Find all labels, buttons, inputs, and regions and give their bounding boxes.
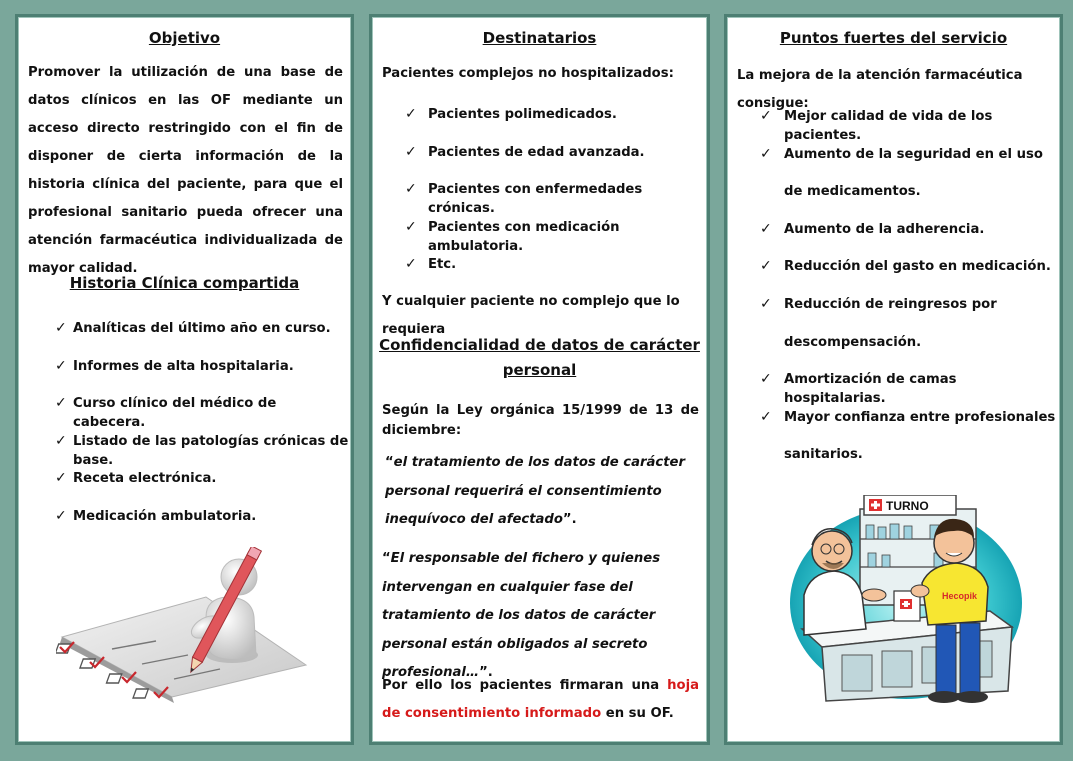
final-text-pre: Por ello los pacientes firmaran una	[382, 678, 660, 693]
check-icon: ✓	[55, 357, 67, 374]
panel-strengths	[724, 14, 1063, 745]
list-item-label: Listado de las patologías crónicas de base.	[73, 433, 349, 468]
strengths-intro: La mejora de la atención farmacéutica consigue:	[737, 68, 1023, 111]
quote-open-mark: “	[385, 455, 394, 470]
check-icon: ✓	[405, 106, 417, 122]
panel-recipients	[369, 14, 710, 745]
check-icon: ✓	[760, 145, 772, 162]
list-item	[405, 180, 705, 218]
quote-consent-text: el tratamiento de los datos de carácter personal requerirá el consentimiento inequívoco del afectado	[385, 455, 685, 527]
list-item-label: Receta electrónica.	[73, 471, 217, 486]
check-icon: ✓	[55, 432, 67, 449]
list-item-label: Analíticas del último año en curso.	[73, 321, 331, 336]
recipients-list	[405, 105, 705, 293]
check-icon: ✓	[55, 320, 67, 336]
consent-form-highlight: hoja de consentimiento informado	[382, 678, 700, 721]
list-item	[405, 143, 705, 181]
list-item	[55, 432, 353, 470]
check-icon: ✓	[760, 408, 772, 425]
shirt-logo: Hecopik	[942, 591, 978, 601]
list-item-label: Mayor confianza entre profesionales sanitarios.	[784, 409, 1056, 463]
list-item	[55, 394, 353, 432]
check-icon: ✓	[55, 507, 67, 524]
quote-open-mark: “	[382, 551, 391, 566]
final-text	[382, 672, 699, 728]
quote-consent	[382, 449, 704, 535]
list-item-label: Medicación ambulatoria.	[73, 508, 257, 524]
list-item-label: Aumento de la seguridad en el uso de medicamentos.	[784, 146, 1043, 200]
list-item	[405, 105, 705, 143]
check-icon: ✓	[55, 470, 67, 486]
list-item	[55, 469, 353, 507]
checklist-illustration	[56, 547, 312, 707]
privacy-title	[372, 333, 707, 383]
privacy-title-line1: Confidencialidad de datos de carácter	[379, 336, 700, 354]
list-item	[55, 357, 353, 395]
check-icon: ✓	[760, 108, 772, 124]
recipients-outro: Y cualquier paciente no complejo que lo requiera	[382, 294, 680, 337]
list-item-label: Amortización de camas hospitalarias.	[784, 372, 957, 407]
list-item-label: Etc.	[428, 257, 457, 273]
quote-secrecy-text: El responsable del fichero y quienes intervengan en cualquier fase del tratamiento de los datos de carácter personal están obligados al secreto profesional…	[382, 551, 661, 680]
recipients-title: Destinatarios	[482, 29, 597, 47]
privacy-title-line2: personal	[502, 361, 577, 379]
list-item-label: Pacientes con enfermedades crónicas.	[428, 182, 643, 217]
quote-close-mark: ”.	[479, 665, 493, 680]
list-item	[760, 220, 1060, 258]
strengths-title: Puntos fuertes del servicio	[779, 29, 1008, 47]
recipients-intro: Pacientes complejos no hospitalizados:	[382, 66, 674, 81]
check-icon: ✓	[760, 220, 772, 237]
turno-sign: TURNO	[886, 499, 929, 513]
final-text-post: en su OF.	[605, 706, 674, 721]
history-list	[55, 319, 353, 544]
check-icon: ✓	[405, 143, 417, 160]
list-item	[760, 399, 1060, 474]
check-icon: ✓	[405, 256, 417, 273]
list-item-label: Curso clínico del médico de cabecera.	[73, 396, 277, 430]
check-icon: ✓	[760, 258, 772, 275]
pharmacy-illustration	[782, 495, 1022, 707]
list-item-label: Pacientes polimedicados.	[428, 107, 617, 122]
check-icon: ✓	[55, 395, 67, 411]
quote-close-mark: ”.	[562, 512, 577, 527]
check-icon: ✓	[405, 181, 417, 198]
list-item	[55, 319, 353, 357]
check-icon: ✓	[760, 295, 772, 312]
list-item-label: Informes de alta hospitalaria.	[73, 358, 294, 374]
strengths-list	[760, 107, 1060, 474]
list-item-label: Pacientes de edad avanzada.	[428, 144, 645, 160]
list-item-label: Mejor calidad de vida de los pacientes.	[784, 109, 993, 143]
history-title: Historia Clínica compartida	[69, 274, 300, 292]
list-item-label: Aumento de la adherencia.	[784, 221, 985, 237]
law-text: Según la Ley orgánica 15/1999 de 13 de diciembre:	[382, 403, 699, 438]
list-item	[55, 507, 353, 545]
list-item-label: Reducción de reingresos por descompensación.	[784, 296, 997, 350]
objective-title: Objetivo	[148, 29, 221, 47]
list-item-label: Reducción del gasto en medicación.	[784, 259, 1051, 275]
check-icon: ✓	[760, 371, 772, 388]
list-item-label: Pacientes con medicación ambulatoria.	[428, 219, 620, 254]
objective-text: Promover la utilización de una base de datos clínicos en las OF mediante un acceso directo restringido con el fin de disponer de cierta información de la historia clínica del paciente, para que el profesional sanitario pueda ofrecer una atención farmacéutica individualizada de mayor calidad.	[28, 65, 343, 276]
panel-objective	[15, 14, 354, 745]
list-item	[760, 286, 1060, 361]
list-item	[760, 136, 1060, 211]
check-icon: ✓	[405, 218, 417, 235]
quote-secrecy	[382, 545, 704, 688]
list-item	[405, 218, 705, 256]
